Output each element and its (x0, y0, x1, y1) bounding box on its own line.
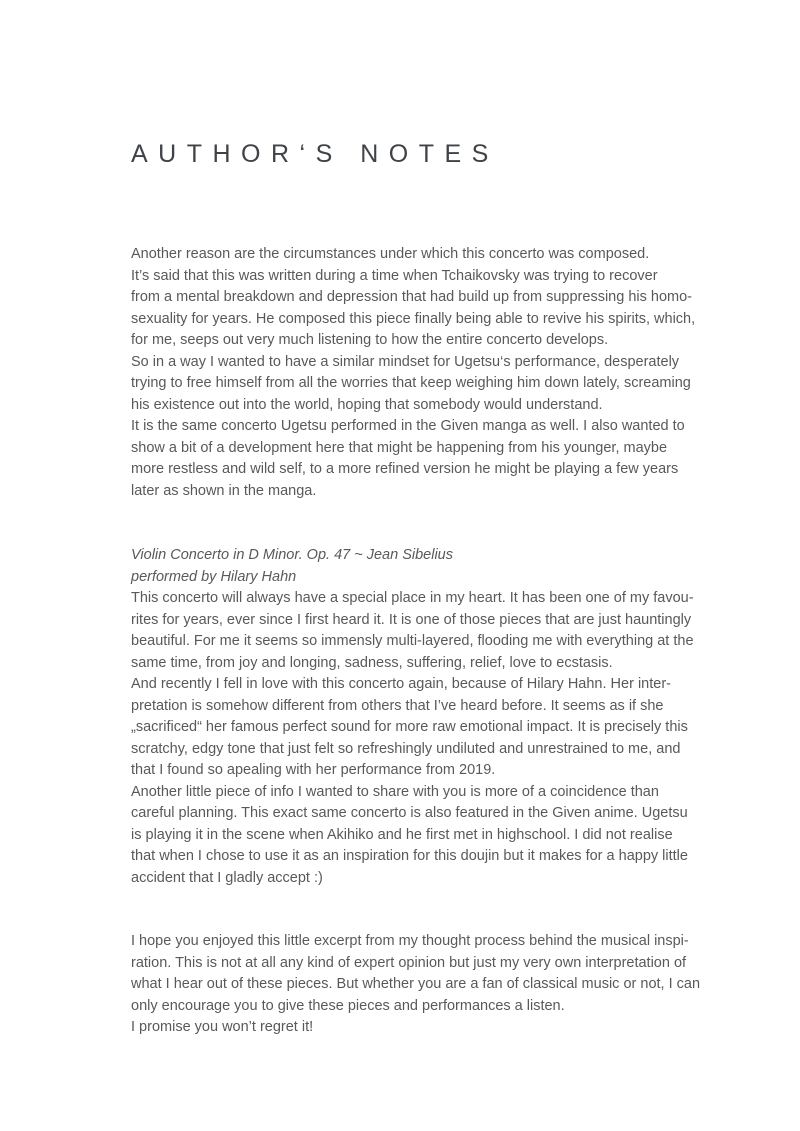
text-line: It’s said that this was written during a time when Tchaikovsky was trying to recover (131, 267, 658, 284)
text-line: that I found so apealing with her performance from 2019. (131, 762, 496, 778)
text-line: It is the same concerto Ugetsu performed in the Given manga as well. I also wanted to (131, 418, 685, 434)
text-line: Another little piece of info I wanted to share with you is more of a coincidence than (131, 783, 659, 800)
text-line: later as shown in the manga. (131, 482, 317, 499)
text-line: show a bit of a development here that might be happening from his younger, maybe (131, 439, 668, 456)
text-line: This concerto will always have a special place in my heart. It has been one of my favou- (131, 590, 694, 606)
text-line: only encourage you to give these pieces and performances a listen. (131, 997, 565, 1014)
text-line: same time, from joy and longing, sadness, suffering, relief, love to ecstasis. (131, 654, 613, 671)
text-line: trying to free himself from all the worries that keep weighing him down lately, screaming (131, 375, 691, 391)
text-line: Violin Concerto in D Minor. Op. 47 ~ Jean Sibelius (131, 547, 453, 563)
paragraph-sibelius-concerto (131, 545, 694, 889)
text-line: his existence out into the world, hoping that somebody would understand. (131, 396, 603, 413)
text-line: „sacrificed“ her famous perfect sound for more raw emotional impact. It is precisely this (131, 719, 688, 735)
text-line: pretation is somehow different from others that I’ve heard before. It seems as if she (131, 697, 664, 714)
text-line: ration. This is not at all any kind of expert opinion but just my very own interpretation of (131, 954, 687, 971)
text-line: for me, seeps out very much listening to how the entire concerto develops. (131, 332, 609, 348)
piece-title-lines (131, 545, 694, 588)
text-line: rites for years, ever since I first heard it. It is one of those pieces that are just hauntingly (131, 611, 692, 628)
text-line: careful planning. This exact same concerto is also featured in the Given anime. Ugetsu (131, 805, 688, 821)
text-line: scratchy, edgy tone that just felt so refreshingly undiluted and unrestrained to me, and (131, 740, 681, 757)
text-line: performed by Hilary Hahn (131, 568, 297, 585)
text-line: accident that I gladly accept :) (131, 869, 323, 886)
text-line: beautiful. For me it seems so immensly multi-layered, flooding me with everything at the (131, 633, 694, 649)
text-line: from a mental breakdown and depression that had build up from suppressing his homo- (131, 289, 692, 305)
text-line: I hope you enjoyed this little excerpt from my thought process behind the musical inspi- (131, 933, 689, 949)
text-line: that when I chose to use it as an inspiration for this doujin but it makes for a happy little (131, 848, 688, 864)
text-line: And recently I fell in love with this concerto again, because of Hilary Hahn. Her inter- (131, 676, 671, 692)
text-line: Another reason are the circumstances under which this concerto was composed. (131, 246, 650, 262)
text-line: is playing it in the scene when Akihiko and he first met in highschool. I did not realise (131, 826, 673, 843)
text-line: more restless and wild self, to a more refined version he might be playing a few years (131, 461, 679, 477)
text-line: So in a way I wanted to have a similar mindset for Ugetsu‘s performance, desperately (131, 353, 680, 370)
piece-body-lines (131, 588, 694, 889)
paragraph-closing (131, 931, 700, 1039)
page-title: AUTHOR‘S NOTES (131, 140, 499, 168)
text-line: I promise you won’t regret it! (131, 1019, 314, 1035)
text-line: sexuality for years. He composed this piece finally being able to revive his spirits, which, (131, 310, 696, 327)
text-line: what I hear out of these pieces. But whether you are a fan of classical music or not, I can (131, 976, 701, 992)
paragraph-opening (131, 244, 695, 502)
